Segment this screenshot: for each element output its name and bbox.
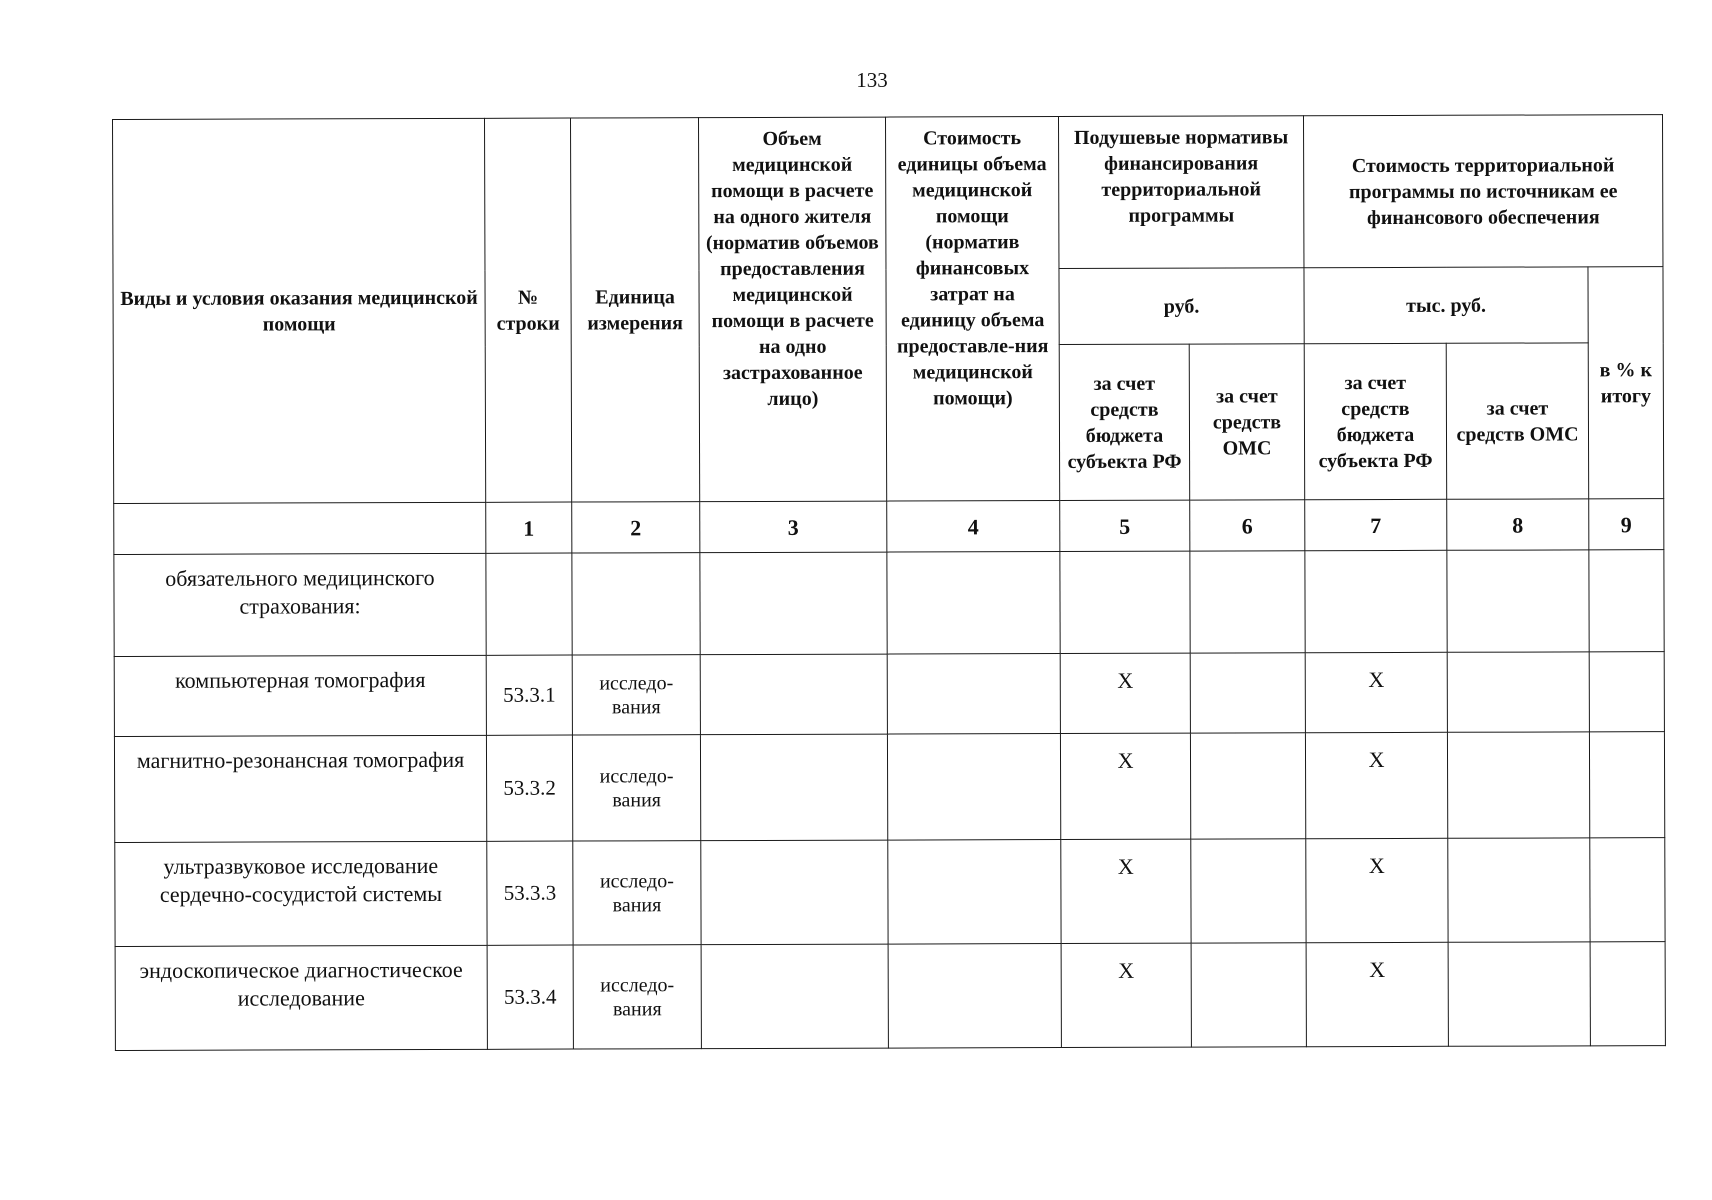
column-number: 2 (572, 502, 700, 553)
page-number: 133 (856, 68, 888, 92)
cell-oms (1190, 733, 1305, 839)
column-number: 9 (1589, 499, 1664, 550)
cell-oms (1190, 653, 1305, 733)
header-budget-rf-thous: за счет средств бюджета субъекта РФ (1304, 343, 1446, 499)
cell-percent (1589, 652, 1664, 732)
header-kind: Виды и условия оказания медицинской помощи (113, 118, 486, 503)
territorial-program-table (112, 114, 1666, 1051)
row-code: 53.3.2 (486, 735, 572, 841)
table-row (114, 732, 1664, 843)
row-code (486, 553, 572, 655)
cell-percent (1590, 942, 1665, 1046)
row-code: 53.3.1 (486, 655, 572, 735)
row-unit: исследо-вания (573, 945, 701, 1049)
cell-oms-thous (1448, 942, 1590, 1046)
column-number: 8 (1447, 499, 1589, 550)
header-row-no: № строки (484, 118, 571, 502)
cell-budget-rf-thous: X (1305, 652, 1447, 732)
cell-budget-rf: X (1061, 943, 1191, 1047)
cell-volume (700, 734, 887, 841)
header-volume: Объем медицинской помощи в расчете на одного жителя (норматив объемов предоставления медицинской помощи в расчете на одно застрахованное лицо) (698, 117, 886, 502)
header-cost: Стоимость единицы объема медицинской помощи (норматив финансовых затрат на единицу объема предоставле-ния медицинской помощи) (885, 117, 1059, 502)
cell-oms-thous (1447, 652, 1589, 732)
row-name: компьютерная томография (114, 655, 486, 736)
cell-oms (1190, 551, 1305, 653)
header-oms: за счет средств ОМС (1189, 344, 1304, 500)
row-name: ультразвуковое исследование сердечно-сосудистой системы (115, 841, 487, 946)
cell-volume (700, 552, 887, 655)
cell-budget-rf-thous: X (1306, 838, 1448, 942)
row-unit: исследо-вания (572, 735, 700, 841)
cell-budget-rf-thous: X (1305, 732, 1447, 838)
header-oms-thous: за счет средств ОМС (1446, 343, 1588, 499)
row-code: 53.3.3 (487, 841, 573, 945)
row-name: магнитно-резонансная томография (114, 735, 486, 842)
header-budget-rf: за счет средств бюджета субъекта РФ (1059, 344, 1189, 500)
cell-cost (887, 734, 1060, 841)
header-rub: руб. (1059, 268, 1304, 345)
cell-budget-rf: X (1060, 653, 1190, 733)
column-number: 3 (700, 501, 887, 553)
cell-oms-thous (1448, 838, 1590, 942)
cell-budget-rf: X (1060, 733, 1190, 839)
header-unit: Единица измерения (570, 118, 699, 502)
cell-budget-rf: X (1061, 839, 1191, 943)
cell-oms (1191, 943, 1306, 1047)
row-unit: исследо-вания (573, 841, 701, 945)
cell-oms-thous (1447, 732, 1589, 838)
header-percent-total: в % к итогу (1588, 267, 1664, 499)
cell-percent (1589, 550, 1664, 652)
cell-oms (1191, 839, 1306, 943)
table-row (115, 942, 1665, 1051)
column-number: 6 (1190, 500, 1305, 551)
cell-volume (701, 944, 888, 1049)
table-row (114, 550, 1664, 657)
cell-budget-rf-thous (1305, 550, 1447, 652)
column-number: 1 (486, 502, 572, 553)
table-row (115, 838, 1665, 947)
header-cost-total: Стоимость территориальной программы по источникам ее финансового обеспечения (1303, 115, 1662, 268)
column-number: 4 (887, 501, 1060, 553)
cell-cost (887, 552, 1060, 655)
cell-percent (1589, 732, 1664, 838)
column-number: 5 (1060, 500, 1190, 551)
cell-cost (888, 840, 1061, 945)
cell-cost (888, 944, 1061, 1049)
cell-budget-rf (1060, 551, 1190, 653)
header-thous-rub: тыс. руб. (1304, 267, 1588, 344)
row-name: обязательного медицинского страхования: (114, 553, 486, 656)
row-code: 53.3.4 (487, 945, 573, 1049)
cell-cost (887, 654, 1060, 735)
cell-volume (700, 654, 887, 735)
table-row (114, 652, 1664, 737)
column-number-blank (114, 502, 486, 554)
cell-budget-rf-thous: X (1306, 942, 1448, 1046)
row-unit (572, 553, 700, 655)
row-name: эндоскопическое диагностическое исследование (115, 945, 487, 1050)
row-unit: исследо-вания (572, 655, 700, 735)
column-number: 7 (1305, 499, 1447, 550)
cell-percent (1590, 838, 1665, 942)
column-number-row (114, 499, 1664, 555)
header-per-capita: Подушевые нормативы финансирования территориальной программы (1058, 116, 1303, 269)
cell-volume (701, 840, 888, 945)
cell-oms-thous (1447, 550, 1589, 652)
